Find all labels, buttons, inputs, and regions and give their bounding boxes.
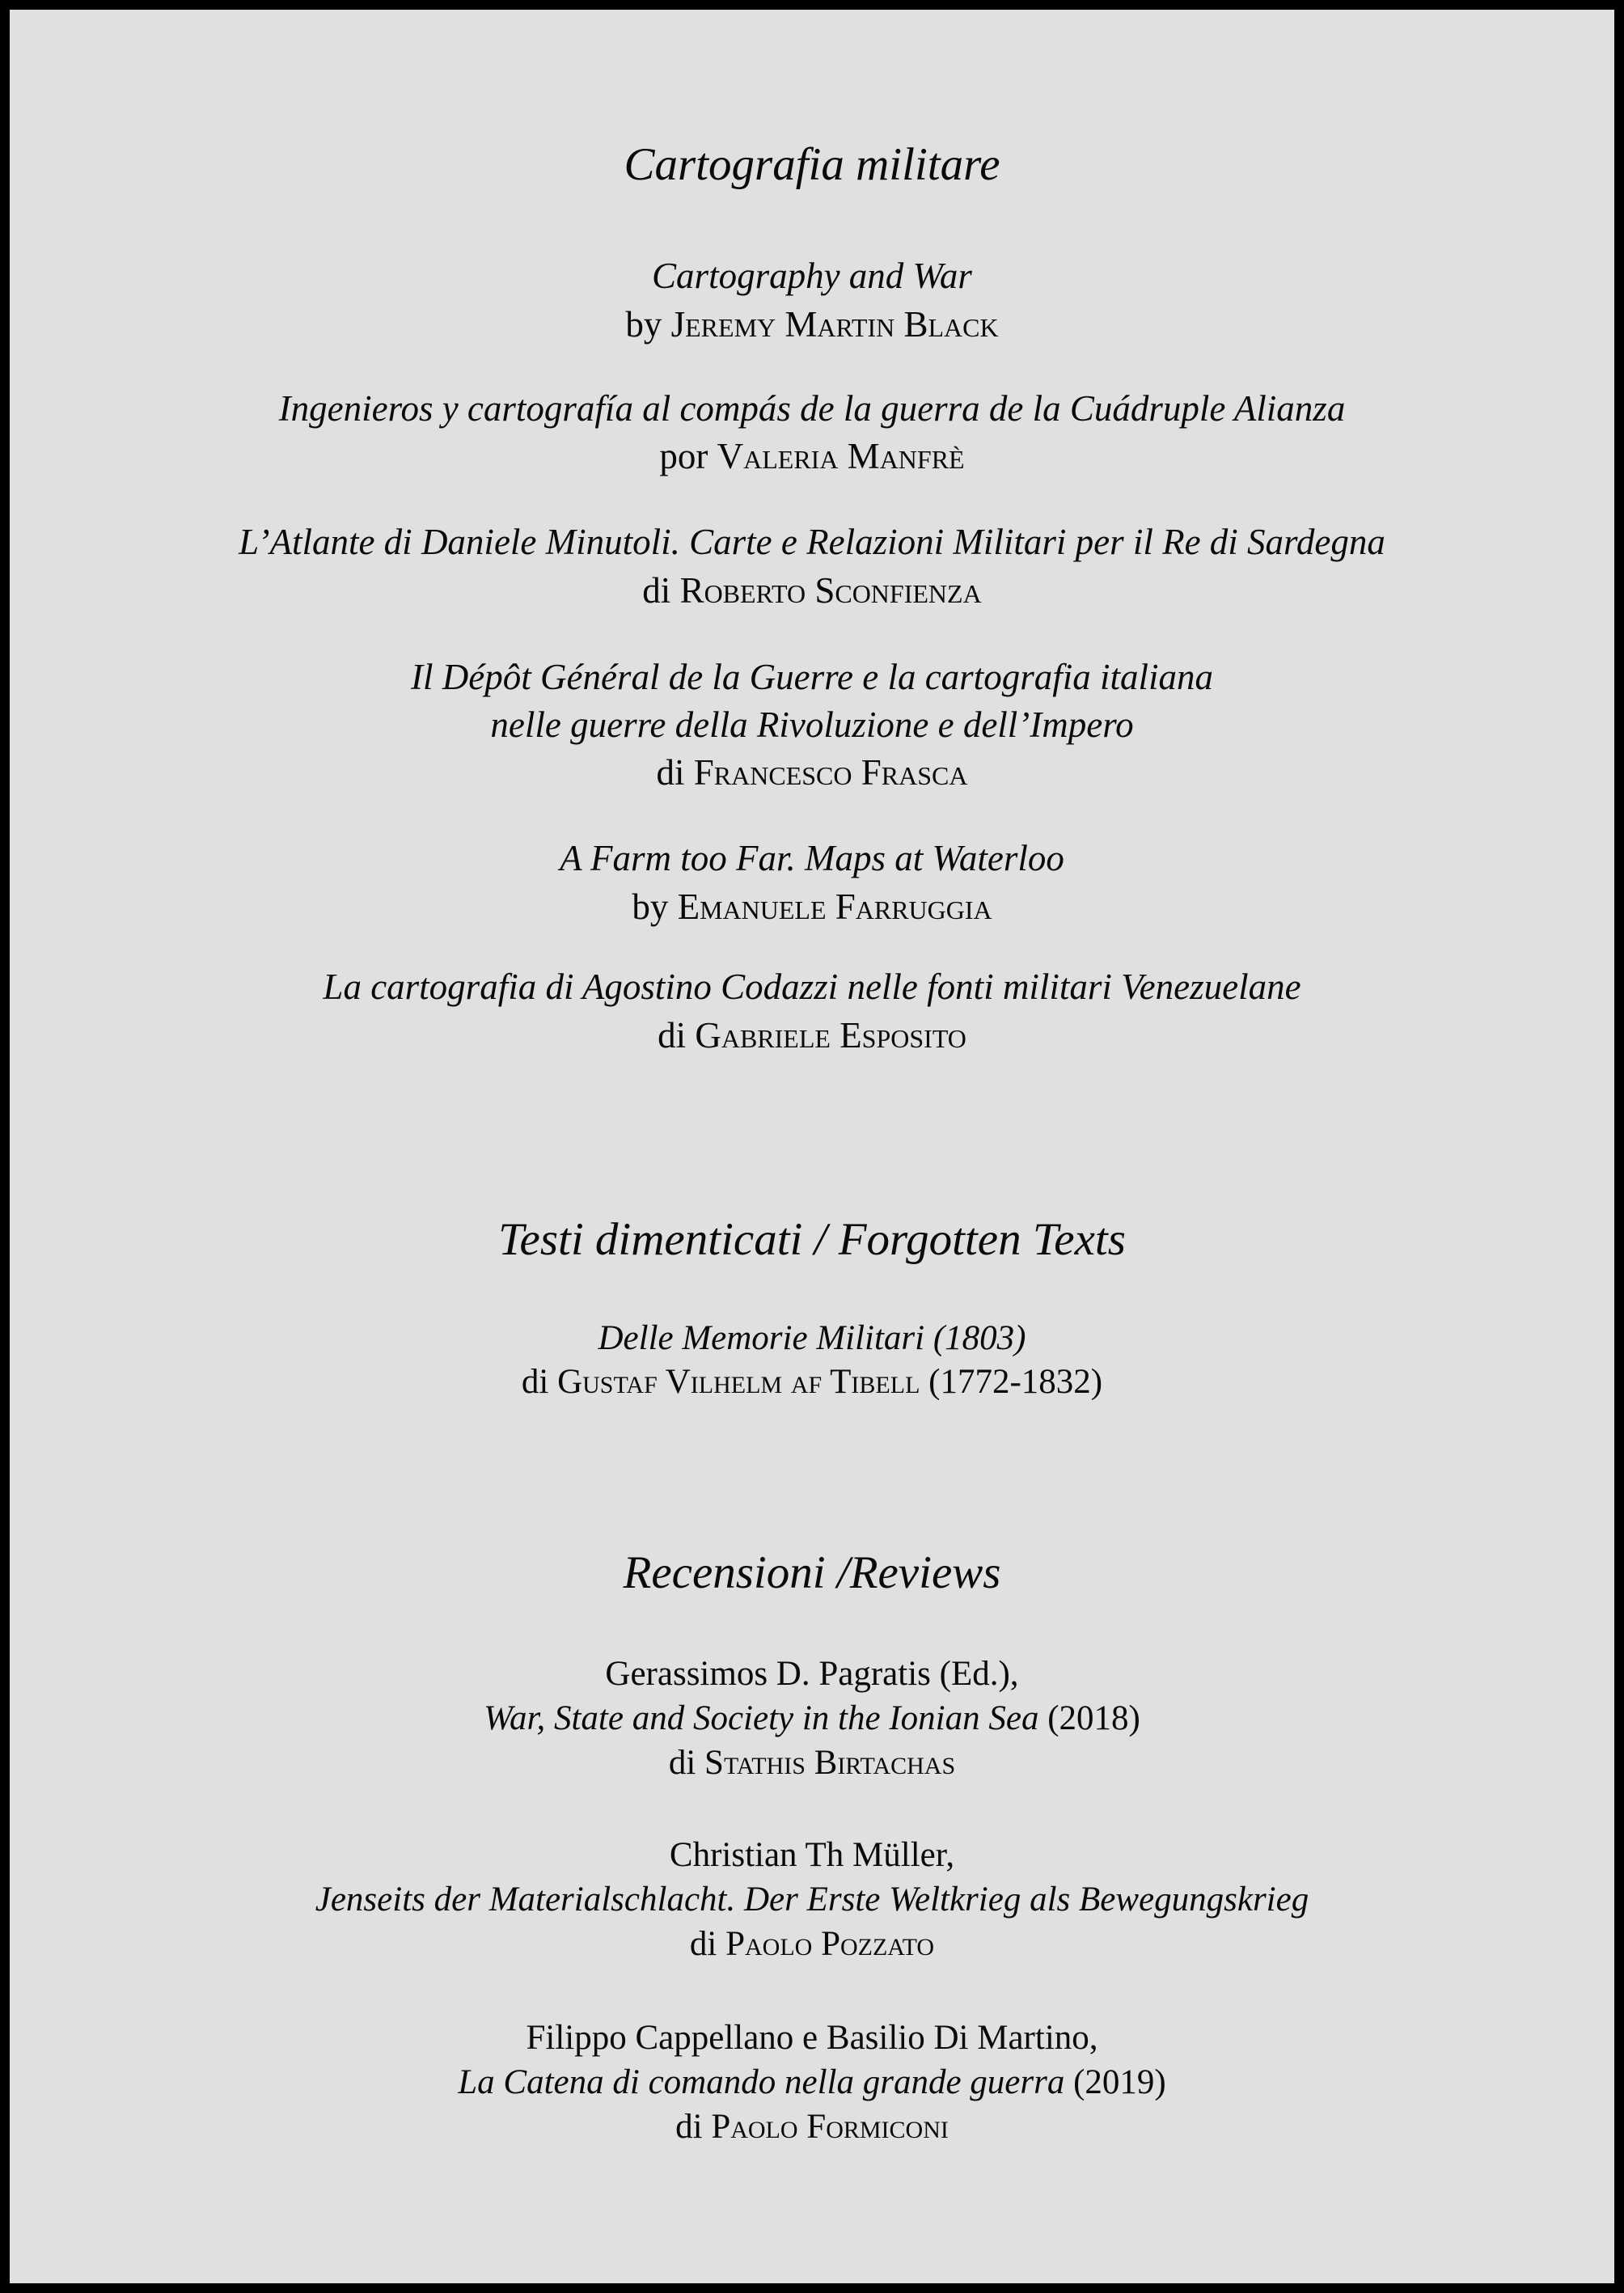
reviewer-name: Paolo Formiconi — [711, 2108, 949, 2146]
entry-title: L’Atlante di Daniele Minutoli. Carte e Relazioni Militari per il Re di Sardegna — [239, 522, 1385, 562]
entry-byline — [10, 748, 1614, 797]
byline-prefix: di — [668, 1744, 696, 1782]
review-book-author: Christian Th Müller, — [669, 1836, 955, 1874]
section-heading-cartografia: Cartografia militare — [624, 139, 1000, 190]
entry-title-line-2: nelle guerre della Rivoluzione e dell’Impero — [490, 704, 1134, 745]
entry-title-line-1: Il Dépôt Général de la Guerre e la cartografia italiana — [411, 657, 1213, 697]
entry-title: Cartography and War — [652, 256, 972, 296]
review-book-title: Jenseits der Materialschlacht. Der Erste Weltkrieg als Bewegungskrieg — [315, 1881, 1309, 1919]
byline-prefix: di — [675, 2108, 703, 2146]
author-name: Francesco Frasca — [693, 752, 968, 793]
review-book-title — [10, 2060, 1614, 2105]
byline-prefix: por — [659, 436, 708, 476]
author-name: Roberto Sconfienza — [679, 570, 982, 611]
section-heading-forgotten-texts: Testi dimenticati / Forgotten Texts — [498, 1214, 1126, 1265]
byline-prefix: by — [632, 886, 669, 927]
book-title: La Catena di comando nella grande guerra — [458, 2063, 1065, 2101]
author-name: Jeremy Martin Black — [670, 304, 999, 345]
section-heading-reviews: Recensioni /Reviews — [623, 1547, 1001, 1598]
review-byline — [10, 1922, 1614, 1966]
entry-byline — [10, 1360, 1614, 1404]
entry-title: La cartografia di Agostino Codazzi nelle fonti militari Venezuelane — [323, 967, 1301, 1007]
review-book-title — [10, 1696, 1614, 1741]
byline-prefix: by — [625, 304, 662, 345]
entry-byline — [10, 432, 1614, 480]
review-book-author: Filippo Cappellano e Basilio Di Martino, — [526, 2019, 1098, 2057]
author-dates: (1772-1832) — [928, 1363, 1103, 1401]
author-name: Valeria Manfrè — [717, 436, 965, 476]
entry-title: Delle Memorie Militari (1803) — [598, 1319, 1026, 1357]
review-byline — [10, 2105, 1614, 2149]
entry-title: A Farm too Far. Maps at Waterloo — [560, 838, 1064, 878]
book-year: (2019) — [1073, 2063, 1166, 2101]
author-name: Gabriele Esposito — [695, 1015, 966, 1056]
byline-prefix: di — [656, 752, 685, 793]
entry-byline — [10, 882, 1614, 931]
entry-byline — [10, 566, 1614, 615]
page — [10, 10, 1614, 2283]
byline-prefix: di — [521, 1363, 549, 1401]
entry-byline — [10, 1011, 1614, 1060]
book-year: (2018) — [1047, 1699, 1140, 1737]
review-book-author: Gerassimos D. Pagratis (Ed.), — [605, 1655, 1019, 1693]
review-byline — [10, 1741, 1614, 1785]
byline-prefix: di — [689, 1925, 717, 1963]
author-name: Gustaf Vilhelm af Tibell — [557, 1363, 920, 1401]
byline-prefix: di — [642, 570, 671, 611]
entry-byline — [10, 300, 1614, 349]
author-name: Emanuele Farruggia — [677, 886, 992, 927]
entry-title: Ingenieros y cartografía al compás de la guerra de la Cuádruple Alianza — [278, 388, 1346, 429]
reviewer-name: Paolo Pozzato — [725, 1925, 935, 1963]
book-title: War, State and Society in the Ionian Sea — [484, 1699, 1039, 1737]
byline-prefix: di — [658, 1015, 687, 1056]
reviewer-name: Stathis Birtachas — [704, 1744, 956, 1782]
